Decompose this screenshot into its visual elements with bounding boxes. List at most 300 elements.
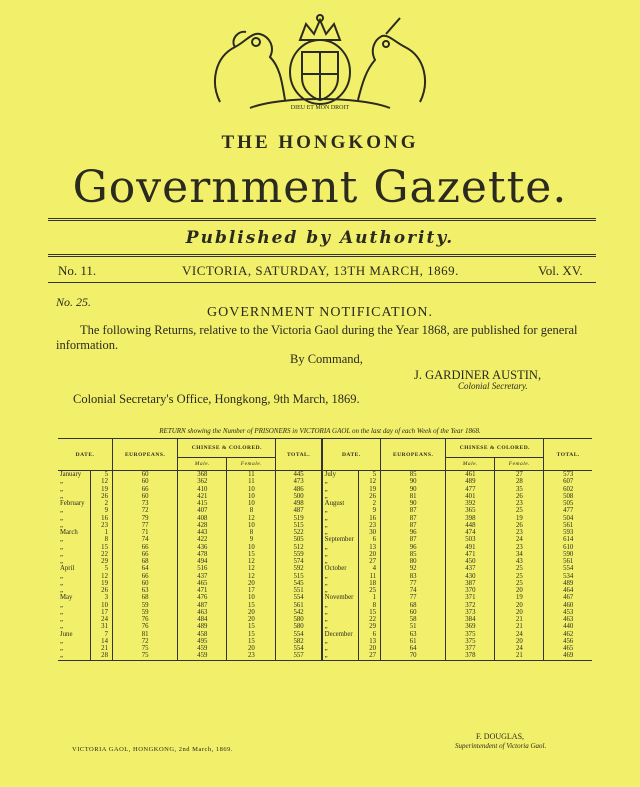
cell-month: „ [322, 515, 359, 522]
cell-chinese-male: 465 [178, 580, 227, 587]
cell-total: 614 [563, 536, 574, 544]
cell-day: 24 [91, 616, 113, 623]
cell-chinese-female: 20 [227, 645, 276, 652]
table-row [58, 471, 592, 479]
cell-total: 505 [563, 500, 574, 507]
table-row [58, 616, 592, 623]
cell-chinese-female: 21 [495, 616, 544, 623]
cell-chinese-female: 12 [227, 573, 276, 580]
cell-day: 3 [91, 594, 113, 601]
cell-europeans: 64 [381, 645, 446, 652]
cell-day: 5 [91, 471, 113, 479]
cell-chinese-female: 26 [495, 522, 544, 529]
cell-chinese-male: 437 [178, 573, 227, 580]
cell-chinese-female: 10 [227, 544, 276, 551]
table-row [58, 500, 592, 507]
cell-chinese-male: 410 [178, 486, 227, 493]
table-row [58, 594, 592, 601]
cell-day: 15 [91, 544, 113, 551]
table-row [58, 652, 592, 660]
header-chinese-left: CHINESE & COLORED. [178, 439, 276, 458]
office-date-line: Colonial Secretary's Office, Hongkong, 9th March, 1869. [73, 392, 360, 406]
cell-chinese-male: 428 [178, 522, 227, 529]
cell-day: 13 [359, 544, 381, 551]
cell-chinese-male: 495 [178, 638, 227, 645]
header-male-right: Male. [446, 458, 495, 471]
superintendent-name: F. DOUGLAS, [476, 732, 525, 741]
cell-chinese-male: 489 [178, 623, 227, 630]
cell-chinese-male: 370 [446, 587, 495, 594]
cell-chinese-female: 24 [495, 536, 544, 543]
cell-month: „ [58, 602, 91, 609]
cell-chinese-male: 375 [446, 638, 495, 645]
signer-title: Colonial Secretary. [458, 381, 528, 391]
cell-europeans: 92 [381, 565, 446, 572]
cell-total: 554 [276, 594, 322, 601]
cell-europeans: 77 [381, 594, 446, 601]
cell-day: 9 [91, 507, 113, 514]
cell-chinese-female: 23 [227, 652, 276, 660]
cell-europeans: 79 [112, 515, 177, 522]
cell-total: 561 [563, 521, 574, 529]
cell-europeans: 51 [381, 623, 446, 630]
cell-chinese-female: 25 [495, 580, 544, 587]
cell-europeans: 87 [381, 522, 446, 529]
cell-europeans: 96 [381, 529, 446, 536]
cell-day: 20 [359, 551, 381, 558]
cell-europeans: 74 [381, 587, 446, 594]
cell-europeans: 87 [381, 515, 446, 522]
cell-day: 26 [91, 587, 113, 594]
cell-europeans: 87 [381, 536, 446, 543]
superintendent-title: Superintendent of Victoria Gaol. [455, 742, 547, 750]
cell-day: 2 [359, 500, 381, 507]
cell-total: 561 [276, 602, 322, 609]
cell-chinese-female: 17 [227, 587, 276, 594]
cell-day: 4 [359, 565, 381, 572]
cell-chinese-female: 15 [227, 638, 276, 645]
cell-chinese-female: 28 [495, 478, 544, 485]
cell-chinese-male: 487 [178, 602, 227, 609]
cell-month: „ [58, 623, 91, 630]
cell-europeans: 68 [381, 602, 446, 609]
cell-europeans: 63 [381, 631, 446, 638]
svg-text:DIEU ET MON DROIT: DIEU ET MON DROIT [290, 105, 350, 111]
cell-chinese-male: 371 [446, 594, 495, 601]
cell-month: August [322, 500, 359, 507]
cell-total: 462 [563, 630, 574, 638]
cell-month: „ [58, 616, 91, 623]
gaol-date-line: VICTORIA GAOL, HONGKONG, 2nd March, 1869. [72, 746, 234, 753]
cell-total: 489 [563, 579, 574, 587]
cell-chinese-male: 484 [178, 616, 227, 623]
cell-total: 551 [276, 587, 322, 594]
cell-month: „ [58, 493, 91, 500]
table-row [58, 507, 592, 514]
cell-europeans: 72 [112, 507, 177, 514]
table-row [58, 565, 592, 572]
cell-day: 14 [91, 638, 113, 645]
cell-total: 593 [563, 529, 574, 536]
cell-chinese-male: 471 [446, 551, 495, 558]
cell-day: 8 [91, 536, 113, 543]
cell-chinese-male: 478 [178, 551, 227, 558]
cell-chinese-male: 459 [178, 652, 227, 660]
cell-chinese-female: 8 [227, 529, 276, 536]
cell-day: 18 [359, 580, 381, 587]
cell-month: April [58, 565, 91, 572]
cell-total: 465 [563, 645, 574, 652]
cell-month: „ [322, 645, 359, 652]
cell-chinese-female: 43 [495, 558, 544, 565]
cell-month: July [322, 471, 359, 479]
cell-chinese-female: 27 [495, 471, 544, 479]
cell-month: „ [322, 478, 359, 485]
cell-chinese-female: 10 [227, 594, 276, 601]
header-date-right: DATE. [322, 439, 381, 471]
cell-chinese-female: 15 [227, 551, 276, 558]
cell-chinese-male: 422 [178, 536, 227, 543]
cell-day: 9 [359, 507, 381, 514]
cell-chinese-male: 474 [446, 529, 495, 536]
cell-day: 22 [359, 616, 381, 623]
cell-month: September [322, 536, 359, 543]
masthead-rule-top [48, 218, 596, 221]
cell-chinese-male: 398 [446, 515, 495, 522]
cell-chinese-female: 20 [495, 602, 544, 609]
cell-total: 500 [276, 493, 322, 500]
cell-chinese-male: 373 [446, 609, 495, 616]
cell-europeans: 76 [112, 623, 177, 630]
cell-day: 6 [359, 631, 381, 638]
cell-month: „ [322, 551, 359, 558]
cell-europeans: 74 [112, 536, 177, 543]
returns-table-caption: RETURN showing the Number of PRISONERS in VICTORIA GAOL on the last day of each Week of the Year 1868. [159, 427, 481, 435]
cell-chinese-male: 408 [178, 515, 227, 522]
cell-total: 580 [276, 623, 322, 630]
cell-europeans: 72 [112, 638, 177, 645]
cell-chinese-male: 372 [446, 602, 495, 609]
cell-chinese-male: 369 [446, 623, 495, 630]
cell-day: 5 [359, 471, 381, 479]
table-row [58, 536, 592, 543]
cell-total: 512 [276, 544, 322, 551]
cell-total: 607 [563, 478, 574, 486]
cell-europeans: 73 [112, 500, 177, 507]
cell-chinese-male: 491 [446, 544, 495, 551]
cell-month: „ [58, 544, 91, 551]
cell-chinese-male: 436 [178, 544, 227, 551]
cell-chinese-female: 25 [495, 507, 544, 514]
header-chinese-right: CHINESE & COLORED. [446, 439, 544, 458]
cell-total: 557 [276, 652, 322, 660]
cell-total: 602 [563, 485, 574, 493]
cell-chinese-male: 362 [178, 478, 227, 485]
cell-chinese-male: 378 [446, 652, 495, 660]
cell-total: 515 [276, 522, 322, 529]
cell-chinese-female: 35 [495, 486, 544, 493]
cell-month: November [322, 594, 359, 601]
cell-day: 28 [91, 652, 113, 660]
table-row [58, 602, 592, 609]
cell-chinese-female: 10 [227, 493, 276, 500]
header-male-left: Male. [178, 458, 227, 471]
cell-chinese-female: 10 [227, 500, 276, 507]
table-row [58, 645, 592, 652]
cell-total: 477 [563, 507, 574, 515]
cell-month: „ [58, 478, 91, 485]
cell-total: 504 [563, 514, 574, 522]
cell-total: 580 [276, 616, 322, 623]
cell-day: 8 [359, 602, 381, 609]
cell-total: 610 [563, 543, 574, 551]
cell-chinese-male: 476 [178, 594, 227, 601]
masthead-large-title: Government Gazette. [72, 162, 568, 213]
cell-total: 545 [276, 580, 322, 587]
table-row [58, 486, 592, 493]
cell-total: 440 [563, 623, 574, 631]
cell-day: 7 [91, 631, 113, 638]
cell-europeans: 83 [381, 573, 446, 580]
by-command-text: By Command, [290, 352, 363, 366]
cell-month: „ [322, 544, 359, 551]
cell-month: „ [322, 529, 359, 536]
cell-total: 445 [276, 471, 322, 479]
cell-day: 5 [91, 565, 113, 572]
cell-month: „ [58, 580, 91, 587]
cell-month: „ [322, 522, 359, 529]
cell-day: 10 [91, 602, 113, 609]
cell-day: 11 [359, 573, 381, 580]
cell-chinese-female: 12 [227, 515, 276, 522]
issue-volume: Vol. XV. [538, 263, 583, 278]
cell-europeans: 90 [381, 486, 446, 493]
cell-total: 453 [563, 608, 574, 616]
cell-chinese-male: 503 [446, 536, 495, 543]
issue-number: No. 11. [58, 263, 97, 278]
cell-day: 17 [91, 609, 113, 616]
cell-month: „ [322, 580, 359, 587]
cell-month: „ [58, 536, 91, 543]
cell-total: 467 [563, 594, 574, 602]
masthead-small-title: THE HONGKONG [221, 132, 419, 153]
cell-chinese-male: 463 [178, 609, 227, 616]
cell-month: „ [322, 602, 359, 609]
cell-europeans: 59 [112, 602, 177, 609]
cell-month: „ [322, 493, 359, 500]
table-row [58, 551, 592, 558]
cell-day: 21 [91, 645, 113, 652]
cell-month: „ [58, 638, 91, 645]
cell-chinese-male: 365 [446, 507, 495, 514]
cell-chinese-female: 21 [495, 623, 544, 630]
table-row [58, 623, 592, 630]
header-female-left: Female. [227, 458, 276, 471]
cell-day: 31 [91, 623, 113, 630]
cell-chinese-female: 20 [227, 616, 276, 623]
cell-day: 12 [91, 573, 113, 580]
cell-month: „ [58, 515, 91, 522]
cell-chinese-female: 23 [495, 529, 544, 536]
cell-total: 554 [276, 645, 322, 652]
cell-month: „ [58, 573, 91, 580]
cell-total: 463 [563, 616, 574, 623]
cell-month: „ [322, 573, 359, 580]
cell-day: 2 [91, 500, 113, 507]
cell-europeans: 77 [112, 522, 177, 529]
table-header-row [58, 439, 592, 458]
cell-europeans: 60 [112, 471, 177, 479]
cell-chinese-male: 437 [446, 565, 495, 572]
cell-day: 1 [91, 529, 113, 536]
cell-europeans: 63 [112, 587, 177, 594]
cell-month: „ [58, 507, 91, 514]
cell-total: 592 [276, 565, 322, 572]
cell-month: June [58, 631, 91, 638]
cell-chinese-female: 19 [495, 515, 544, 522]
cell-total: 574 [276, 558, 322, 565]
cell-europeans: 68 [112, 594, 177, 601]
cell-total: 460 [563, 601, 574, 609]
cell-chinese-male: 368 [178, 471, 227, 479]
cell-chinese-female: 26 [495, 493, 544, 500]
cell-chinese-female: 12 [227, 558, 276, 565]
cell-total: 559 [276, 551, 322, 558]
cell-europeans: 60 [112, 478, 177, 485]
cell-chinese-male: 375 [446, 631, 495, 638]
cell-month: „ [58, 587, 91, 594]
cell-day: 12 [359, 478, 381, 485]
cell-chinese-female: 10 [227, 522, 276, 529]
table-row [58, 609, 592, 616]
cell-chinese-male: 477 [446, 486, 495, 493]
royal-coat-of-arms-icon [190, 12, 450, 112]
cell-chinese-female: 25 [495, 565, 544, 572]
cell-europeans: 66 [112, 551, 177, 558]
cell-chinese-male: 443 [178, 529, 227, 536]
returns-table [58, 438, 592, 661]
cell-total: 456 [563, 637, 574, 645]
cell-month: March [58, 529, 91, 536]
cell-month: „ [58, 609, 91, 616]
cell-chinese-male: 448 [446, 522, 495, 529]
cell-europeans: 85 [381, 551, 446, 558]
cell-chinese-male: 459 [178, 645, 227, 652]
header-europeans-left: EUROPEANS. [112, 439, 177, 471]
header-total-left: TOTAL. [276, 439, 322, 471]
cell-month: „ [322, 652, 359, 660]
cell-chinese-male: 387 [446, 580, 495, 587]
cell-chinese-male: 384 [446, 616, 495, 623]
cell-chinese-male: 421 [178, 493, 227, 500]
cell-chinese-male: 461 [446, 471, 495, 479]
cell-chinese-female: 20 [495, 638, 544, 645]
cell-month: „ [322, 507, 359, 514]
cell-total: 515 [276, 573, 322, 580]
notification-body: The following Returns, relative to the Victoria Gaol during the Year 1868, are published for general information. [56, 323, 578, 352]
cell-total: 487 [276, 507, 322, 514]
cell-chinese-male: 430 [446, 573, 495, 580]
cell-chinese-female: 15 [227, 623, 276, 630]
signer-name: J. GARDINER AUSTIN, [414, 368, 542, 382]
cell-month: „ [58, 645, 91, 652]
cell-month: „ [322, 616, 359, 623]
cell-total: 498 [276, 500, 322, 507]
cell-total: 464 [563, 587, 574, 594]
header-total-right: TOTAL. [544, 439, 592, 471]
cell-europeans: 66 [112, 573, 177, 580]
cell-day: 25 [359, 587, 381, 594]
cell-total: 590 [563, 550, 574, 558]
issue-place-date: VICTORIA, SATURDAY, 13TH MARCH, 1869. [182, 263, 459, 278]
cell-total: 573 [563, 471, 574, 478]
cell-chinese-female: 34 [495, 551, 544, 558]
cell-total: 554 [276, 631, 322, 638]
cell-month: „ [58, 652, 91, 660]
cell-europeans: 81 [112, 631, 177, 638]
cell-day: 29 [91, 558, 113, 565]
masthead-rule-middle [48, 254, 596, 257]
cell-chinese-female: 20 [495, 587, 544, 594]
cell-chinese-female: 23 [495, 500, 544, 507]
cell-chinese-male: 494 [178, 558, 227, 565]
cell-day: 13 [359, 638, 381, 645]
table-row [58, 587, 592, 594]
table-row [58, 638, 592, 645]
cell-chinese-female: 8 [227, 507, 276, 514]
cell-europeans: 59 [112, 609, 177, 616]
cell-chinese-female: 24 [495, 645, 544, 652]
cell-month: „ [322, 587, 359, 594]
cell-month: „ [322, 609, 359, 616]
cell-europeans: 60 [112, 493, 177, 500]
cell-month: „ [322, 558, 359, 565]
issue-rule [48, 282, 596, 283]
cell-chinese-female: 21 [495, 652, 544, 660]
masthead-subtitle: Published by Authority. [185, 228, 455, 248]
header-europeans-right: EUROPEANS. [381, 439, 446, 471]
cell-total: 554 [563, 565, 574, 573]
cell-month: „ [58, 558, 91, 565]
cell-europeans: 60 [381, 609, 446, 616]
cell-europeans: 76 [112, 616, 177, 623]
cell-day: 16 [359, 515, 381, 522]
cell-month: „ [58, 486, 91, 493]
cell-day: 27 [359, 652, 381, 660]
cell-total: 469 [544, 652, 592, 660]
cell-day: 27 [359, 558, 381, 565]
cell-month: February [58, 500, 91, 507]
cell-europeans: 81 [381, 493, 446, 500]
cell-europeans: 96 [381, 544, 446, 551]
cell-total: 505 [276, 536, 322, 543]
cell-chinese-female: 20 [227, 609, 276, 616]
cell-total: 534 [563, 572, 574, 580]
cell-month: „ [58, 522, 91, 529]
cell-europeans: 61 [381, 638, 446, 645]
cell-chinese-male: 489 [446, 478, 495, 485]
cell-total: 542 [276, 609, 322, 616]
cell-europeans: 71 [112, 529, 177, 536]
cell-total: 486 [276, 486, 322, 493]
cell-month: „ [322, 638, 359, 645]
cell-day: 19 [91, 486, 113, 493]
table-row [58, 573, 592, 580]
cell-europeans: 66 [112, 544, 177, 551]
cell-europeans: 66 [112, 486, 177, 493]
notification-number: No. 25. [56, 295, 92, 309]
cell-day: 22 [91, 551, 113, 558]
